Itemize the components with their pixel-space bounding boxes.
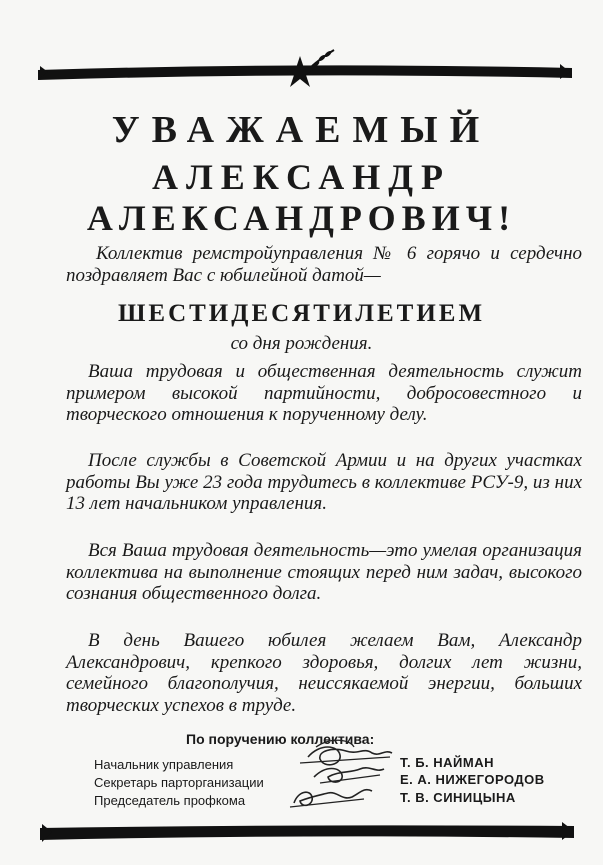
- bottom-ornament-rule: [0, 818, 603, 848]
- signer-position: Начальник управления: [94, 757, 234, 772]
- recipient-patronymic: АЛЕКСАНДРОВИЧ!: [86, 198, 517, 238]
- paragraph-1: Ваша трудовая и общественная деятельность служит примером высокой партийности, добросовестного и творческого отношения к порученному делу.: [66, 361, 582, 425]
- signer-position: Председатель профкома: [94, 793, 246, 808]
- anniversary-heading: ШЕСТИДЕСЯТИЛЕТИЕМ: [117, 300, 486, 327]
- since-birth-line: со дня рождения.: [230, 333, 373, 354]
- signatures-heading: По поручению коллектива:: [186, 731, 375, 747]
- signer-name: Т. В. СИНИЦЫНА: [400, 790, 516, 805]
- top-ornament-rule: [0, 48, 603, 98]
- signer-position: Секретарь парторганизации: [94, 775, 264, 790]
- greeting-title: УВАЖАЕМЫЙ: [111, 109, 492, 151]
- signer-name: Е. А. НИЖЕГОРОДОВ: [400, 772, 545, 787]
- handwritten-signatures: [280, 735, 400, 825]
- paragraph-4: В день Вашего юбилея желаем Вам, Александр Александрович, крепкого здоровья, долгих лет жизни, семейного благополучия, неиссякаемой энергии, больших творческих успехов в труде.: [66, 630, 582, 716]
- signer-name: Т. Б. НАЙМАН: [400, 755, 494, 770]
- paragraph-2: После службы в Советской Армии и на других участках работы Вы уже 23 года трудитесь в коллективе РСУ-9, из них 13 лет начальником управления.: [66, 450, 582, 514]
- recipient-first-name: АЛЕКСАНДР: [151, 157, 451, 197]
- paragraph-3: Вся Ваша трудовая деятельность—это умелая организация коллектива на выполнение стоящих перед ним задач, высокого сознания общественного долга.: [66, 540, 582, 604]
- intro-paragraph: Коллектив ремстройуправления № 6 горячо и сердечно поздравляет Вас с юбилейной датой—: [66, 243, 582, 286]
